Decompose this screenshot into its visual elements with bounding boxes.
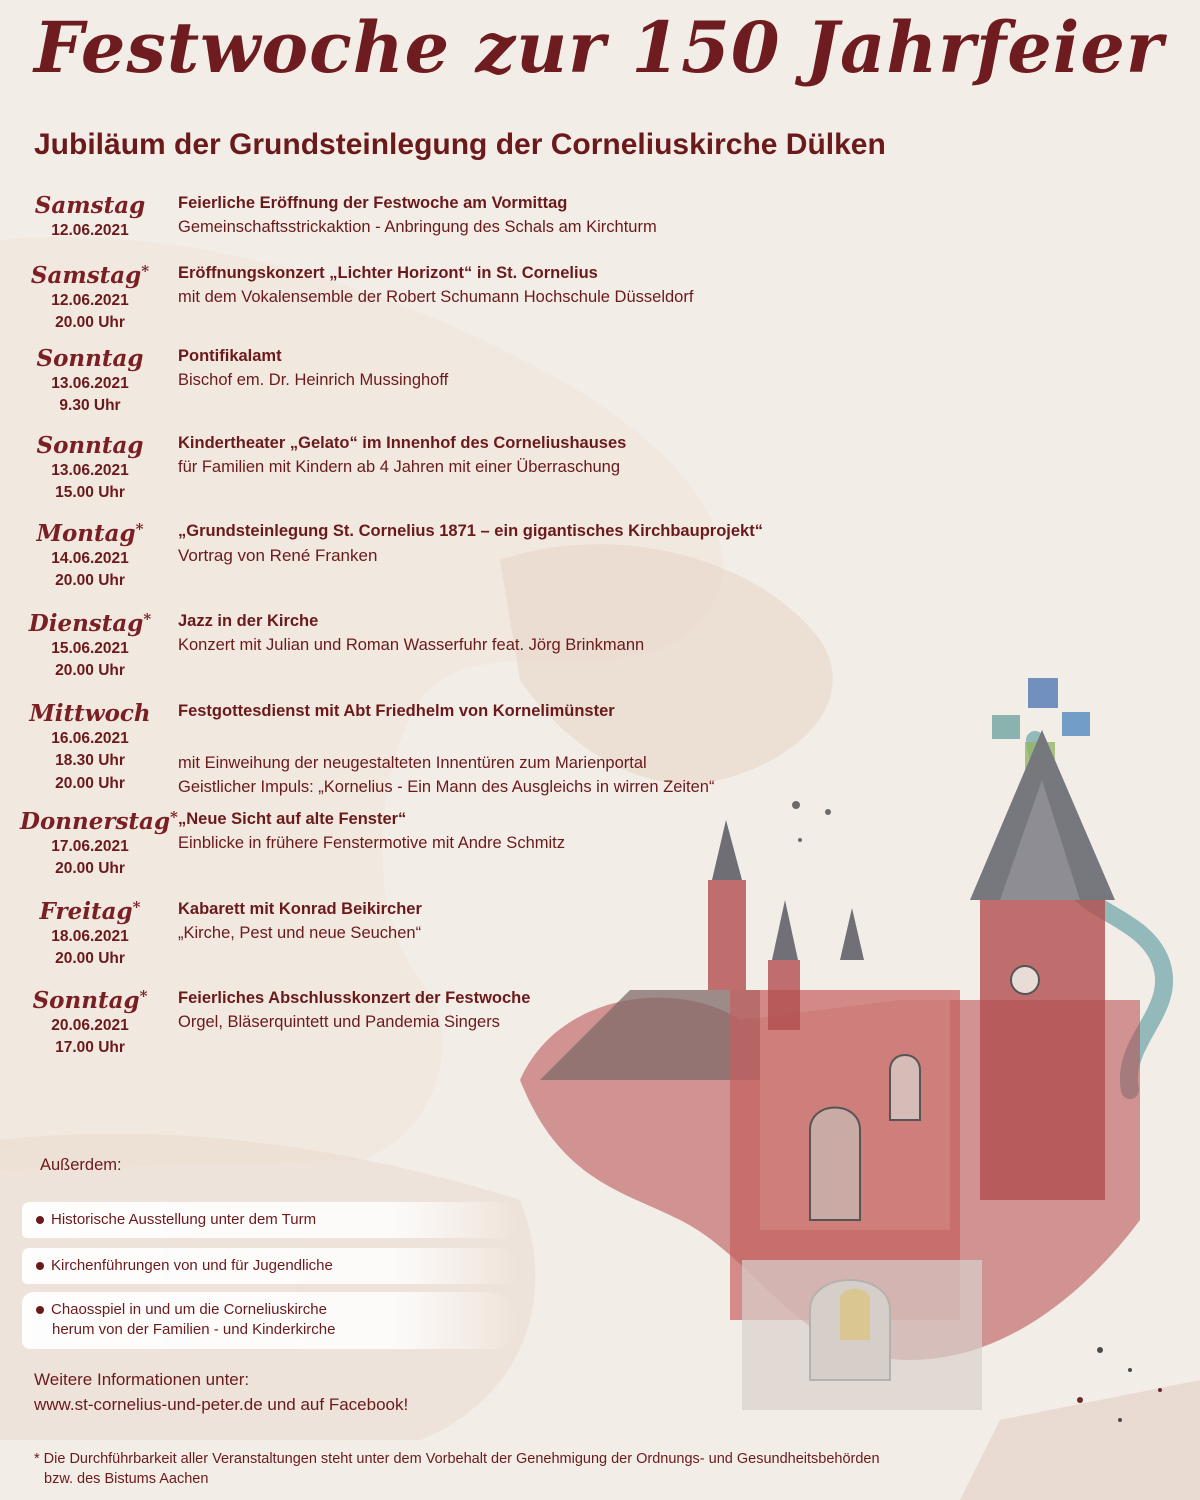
- event-date: 18.06.2021: [51, 927, 129, 945]
- event-description: „Kirche, Pest und neue Seuchen“: [178, 923, 422, 942]
- event-date: 13.06.2021: [51, 461, 129, 479]
- event-day: Montag: [36, 520, 136, 547]
- event-day: Mittwoch: [29, 700, 151, 727]
- event-time: 17.00 Uhr: [55, 1039, 125, 1057]
- event-date: 17.06.2021: [51, 837, 129, 855]
- event-star: *: [135, 520, 144, 538]
- extras-item-label: Kirchenführungen von und für Jugendliche: [51, 1257, 333, 1274]
- event-date: 14.06.2021: [51, 549, 129, 567]
- event-date-block: [20, 987, 160, 1060]
- event-time: 20.00 Uhr: [55, 662, 125, 680]
- event-description: Orgel, Bläserquintett und Pandemia Singers: [178, 1012, 500, 1031]
- event-title: Feierliches Abschlusskonzert der Festwoche: [178, 989, 531, 1007]
- event-title: „Grundsteinlegung St. Cornelius 1871 – ein gigantisches Kirchbauprojekt“: [178, 522, 763, 540]
- event-day: Dienstag: [28, 610, 144, 637]
- event-time: 20.00 Uhr: [55, 860, 125, 878]
- event-date-block: [20, 432, 160, 505]
- event-date-block: [20, 192, 160, 242]
- footnote: [34, 1450, 1184, 1489]
- event-day: Samstag: [30, 262, 142, 289]
- event-star: *: [139, 987, 148, 1005]
- event-title: Pontifikalamt: [178, 347, 282, 365]
- extras-item: [22, 1292, 518, 1349]
- bullet-icon: [36, 1306, 44, 1314]
- event-title: Kindertheater „Gelato“ im Innenhof des Corneliushauses: [178, 434, 627, 452]
- event-description: mit Einweihung der neugestalteten Innentüren zum Marienportal: [178, 753, 647, 772]
- event-time: 20.00 Uhr: [55, 314, 125, 332]
- event-title: Eröffnungskonzert „Lichter Horizont“ in St. Cornelius: [178, 264, 598, 282]
- event-date-block: [20, 898, 160, 971]
- event-time: 18.30 Uhr: [55, 752, 125, 770]
- event-star: *: [143, 610, 152, 628]
- page-title: Festwoche zur 150 Jahrfeier: [34, 6, 1164, 89]
- footnote-line-2: bzw. des Bistums Aachen: [44, 1470, 209, 1487]
- page-subtitle: Jubiläum der Grundsteinlegung der Corneliuskirche Dülken: [34, 128, 886, 161]
- church-illustration: [480, 660, 1200, 1500]
- event-description: Bischof em. Dr. Heinrich Mussinghoff: [178, 370, 449, 389]
- event-day: Sonntag: [32, 987, 140, 1014]
- event-time: 20.00 Uhr: [55, 572, 125, 590]
- event-description: Vortrag von René Franken: [178, 545, 378, 565]
- event-date: 16.06.2021: [51, 729, 129, 747]
- event-date: 20.06.2021: [51, 1016, 129, 1034]
- event-title: Jazz in der Kirche: [178, 612, 319, 630]
- event-description: Konzert mit Julian und Roman Wasserfuhr feat. Jörg Brinkmann: [178, 635, 645, 654]
- extras-heading: Außerdem:: [40, 1156, 122, 1174]
- event-time: 15.00 Uhr: [55, 484, 125, 502]
- event-title: „Neue Sicht auf alte Fenster“: [178, 810, 407, 828]
- event-title: Kabarett mit Konrad Beikircher: [178, 900, 422, 918]
- extras-item-label: Historische Ausstellung unter dem Turm: [51, 1211, 317, 1228]
- event-description: Gemeinschaftsstrickaktion - Anbringung des Schals am Kirchturm: [178, 217, 657, 236]
- event-day: Donnerstag: [20, 808, 171, 835]
- event-description: mit dem Vokalensemble der Robert Schumann Hochschule Düsseldorf: [178, 287, 694, 306]
- event-star: *: [132, 898, 141, 916]
- event-day: Freitag: [39, 898, 133, 925]
- bullet-icon: [36, 1216, 44, 1224]
- event-date-block: [20, 808, 178, 881]
- event-description: Einblicke in frühere Fenstermotive mit Andre Schmitz: [178, 833, 565, 852]
- bullet-icon: [36, 1262, 44, 1270]
- info-line: Weitere Informationen unter:: [34, 1370, 250, 1389]
- event-time-2: 20.00 Uhr: [55, 774, 125, 792]
- event-description-2: Geistlicher Impuls: „Kornelius - Ein Mann des Ausgleichs in wirren Zeiten“: [178, 777, 715, 796]
- event-date: 15.06.2021: [51, 639, 129, 657]
- event-date: 12.06.2021: [51, 291, 129, 309]
- event-time: 9.30 Uhr: [59, 397, 121, 415]
- event-date-block: [20, 520, 160, 593]
- event-star: *: [141, 262, 150, 280]
- event-date-block: [20, 345, 160, 418]
- event-star: *: [170, 808, 178, 826]
- event-title: Festgottesdienst mit Abt Friedhelm von Kornelimünster: [178, 702, 615, 720]
- event-date-block: [20, 700, 160, 795]
- event-date: 13.06.2021: [51, 374, 129, 392]
- event-title: Feierliche Eröffnung der Festwoche am Vormittag: [178, 194, 568, 212]
- extras-item-label: Chaosspiel in und um die Corneliuskirche: [51, 1301, 327, 1318]
- website-link[interactable]: www.st-cornelius-und-peter.de und auf Facebook!: [34, 1394, 409, 1414]
- event-day: Samstag: [34, 192, 146, 219]
- event-day: Sonntag: [36, 345, 144, 372]
- event-day: Sonntag: [36, 432, 144, 459]
- event-date: 12.06.2021: [51, 221, 129, 239]
- extras-item-label-cont: herum von der Familien - und Kinderkirche: [52, 1321, 336, 1339]
- extras-item: [22, 1202, 518, 1238]
- event-description: für Familien mit Kindern ab 4 Jahren mit einer Überraschung: [178, 457, 621, 476]
- info-block: [34, 1368, 408, 1417]
- footnote-line: * Die Durchführbarkeit aller Veranstaltungen steht unter dem Vorbehalt der Genehmigung der Ordnungs- und Gesundheitsbehörden: [34, 1451, 880, 1467]
- extras-item: [22, 1248, 518, 1284]
- event-time: 20.00 Uhr: [55, 950, 125, 968]
- event-date-block: [20, 262, 160, 335]
- event-date-block: [20, 610, 160, 683]
